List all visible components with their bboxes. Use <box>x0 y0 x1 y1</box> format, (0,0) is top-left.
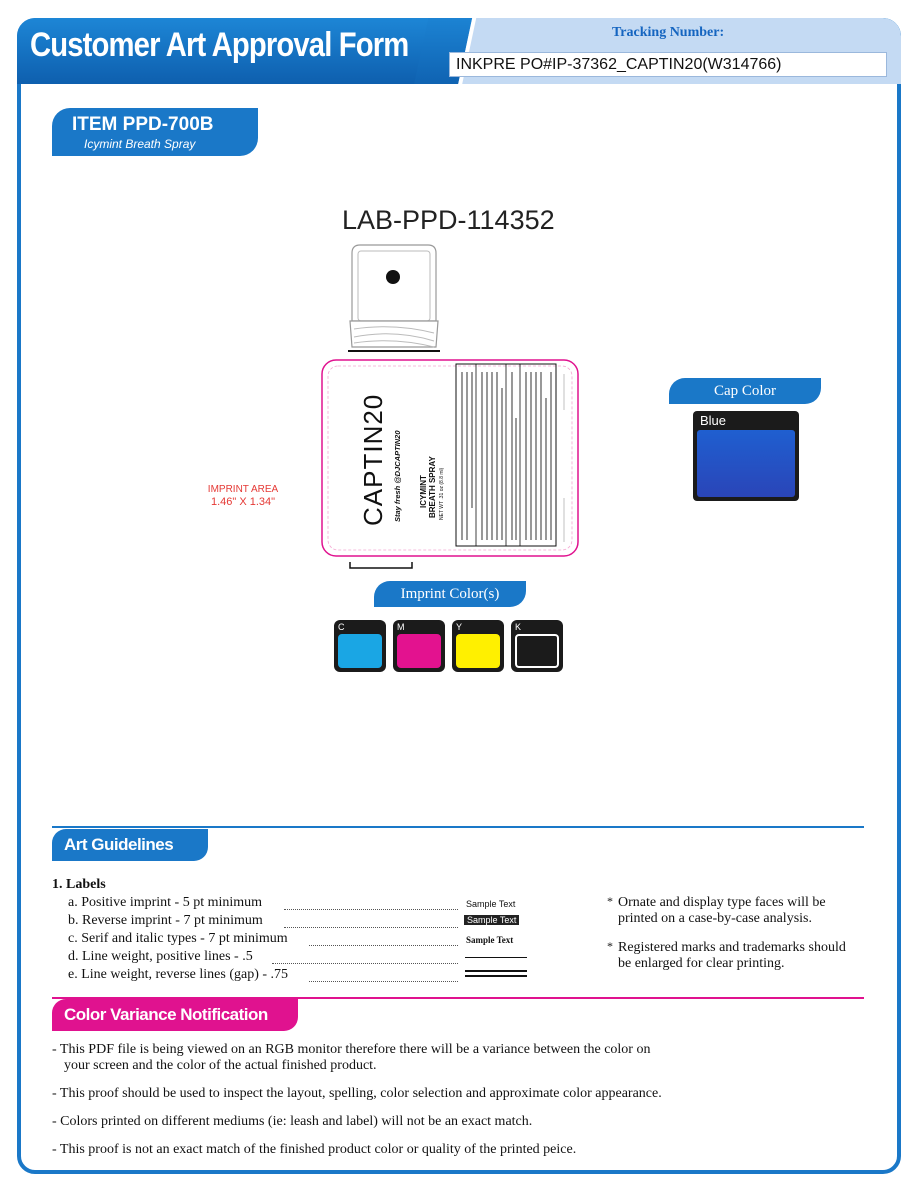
variance-item: - This proof is not an exact match of the finished product color or quality of the printed peice. <box>52 1142 577 1157</box>
cap-color-swatch <box>693 411 799 501</box>
swatch-cyan <box>334 620 386 672</box>
guideline-item: b. Reverse imprint - 7 pt minimum <box>68 913 263 928</box>
tracking-label: Tracking Number: <box>612 25 725 40</box>
swatch-black <box>511 620 563 672</box>
sample-positive: Sample Text <box>466 899 516 909</box>
item-name: Icymint Breath Spray <box>84 137 196 151</box>
variance-item-cont: your screen and the color of the actual finished product. <box>64 1058 377 1073</box>
label-drawing <box>320 358 582 572</box>
positive-line-sample <box>465 957 527 958</box>
guideline-item: c. Serif and italic types - 7 pt minimum <box>68 931 288 946</box>
variance-item: - This proof should be used to inspect the layout, spelling, color selection and approximate color appearance. <box>52 1086 662 1101</box>
variance-item: - Colors printed on different mediums (ie: leash and label) will not be an exact match. <box>52 1114 533 1129</box>
art-guidelines-title: Art Guidelines <box>52 829 208 861</box>
imprint-area-title: IMPRINT AREA <box>207 484 279 495</box>
sample-serif: Sample Text <box>466 935 514 945</box>
guideline-item: a. Positive imprint - 5 pt minimum <box>68 895 263 910</box>
imprint-area-note <box>190 483 296 509</box>
guideline-item: e. Line weight, reverse lines (gap) - .75 <box>68 967 289 982</box>
leader-dots <box>309 945 458 946</box>
color-variance-title: Color Variance Notification <box>52 999 298 1031</box>
leader-dots <box>309 981 458 982</box>
sample-reverse: Sample Text <box>464 915 519 925</box>
label-product-line1: ICYMINT <box>419 475 428 508</box>
labels-heading <box>52 876 106 894</box>
item-number: ITEM PPD-700B <box>72 114 214 135</box>
swatch-fill <box>338 634 382 668</box>
guideline-item: d. Line weight, positive lines - .5 <box>68 949 253 964</box>
imprint-colors-title: Imprint Color(s) <box>374 581 526 607</box>
cap-color-value: Blue <box>700 413 727 428</box>
swatch-magenta <box>393 620 445 672</box>
label-net-wt: NET WT .31 oz (8.8 ml) <box>439 467 445 520</box>
note-line: be enlarged for clear printing. <box>618 956 785 971</box>
swatch-fill <box>515 634 559 668</box>
item-tab <box>52 108 258 156</box>
note-line: Registered marks and trademarks should <box>618 940 846 955</box>
swatch-fill <box>397 634 441 668</box>
leader-dots <box>272 963 458 964</box>
label-product-line2: BREATH SPRAY <box>428 456 437 518</box>
swatch-label: C <box>338 622 345 632</box>
swatch-label: K <box>515 622 522 632</box>
art-guidelines-rule <box>52 826 864 828</box>
variance-item: - This PDF file is being viewed on an RGB monitor therefore there will be a variance between the color on <box>52 1042 651 1057</box>
leader-dots <box>284 909 458 910</box>
label-brand: CAPTIN20 <box>358 393 388 526</box>
swatch-yellow <box>452 620 504 672</box>
leader-dots <box>284 927 458 928</box>
spray-cap-drawing <box>346 243 442 355</box>
note-line: Ornate and display type faces will be <box>618 895 826 910</box>
swatch-fill <box>456 634 500 668</box>
swatch-label: M <box>397 622 405 632</box>
cap-color-title: Cap Color <box>669 378 821 404</box>
imprint-area-dimensions: 1.46" X 1.34" <box>210 496 276 508</box>
cap-color-fill <box>697 430 795 497</box>
tracking-number-field: INKPRE PO#IP-37362_CAPTIN20(W314766) <box>449 52 887 77</box>
labels-heading-text: 1. Labels <box>52 877 106 892</box>
swatch-label: Y <box>456 622 463 632</box>
reverse-line-sample <box>465 970 527 977</box>
note-line: printed on a case-by-case analysis. <box>618 911 812 926</box>
label-tagline: Stay fresh @DJCAPTIN20 <box>393 430 402 522</box>
form-title: Customer Art Approval Form <box>30 26 409 64</box>
label-code: LAB-PPD-114352 <box>342 205 555 235</box>
